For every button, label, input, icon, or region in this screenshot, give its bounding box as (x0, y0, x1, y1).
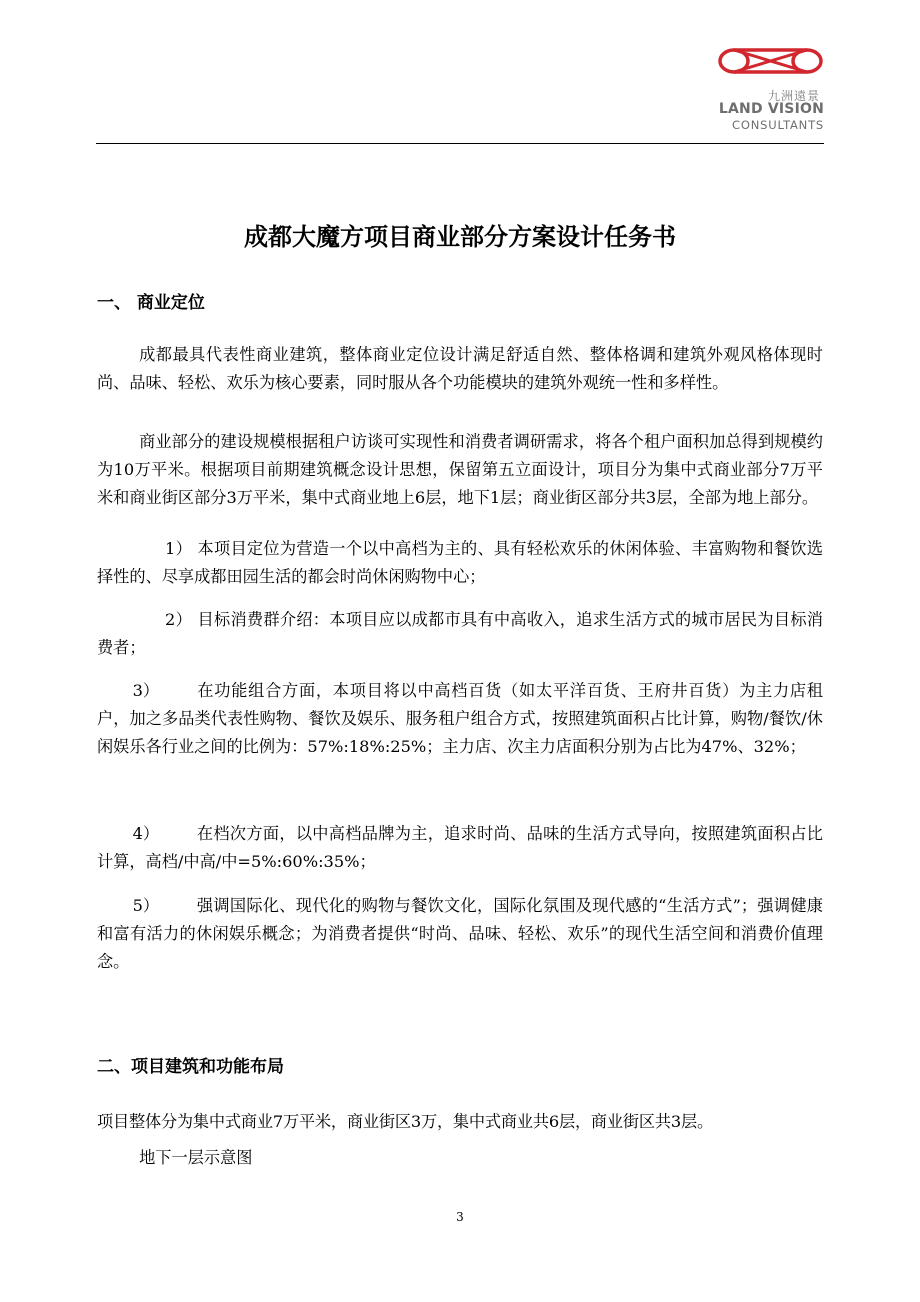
company-logo (716, 44, 826, 134)
list-item-text: 强调国际化、现代化的购物与餐饮文化，国际化氛围及现代感的“生活方式”；强调健康和富有活力的休闲娱乐概念；为消费者提供“时尚、品味、轻松、欢乐”的现代生活空间和消费价值理念。 (97, 896, 823, 971)
logo-english-line1: LAND VISION (718, 101, 824, 117)
list-item-text: 目标消费群介绍：本项目应以成都市具有中高收入，追求生活方式的城市居民为目标消费者； (97, 610, 823, 657)
figure-caption: 地下一层示意图 (139, 1148, 253, 1167)
list-item (97, 892, 823, 976)
logo-mark-icon (716, 44, 826, 78)
list-item (97, 677, 823, 761)
list-item (97, 820, 823, 876)
list-item-number: 3） (132, 681, 160, 700)
logo-english-line2: CONSULTANTS (732, 118, 824, 132)
header-divider (96, 143, 824, 144)
list-item-number: 5） (132, 896, 160, 915)
list-item-number: 4） (132, 824, 160, 843)
page-number: 3 (456, 1210, 464, 1224)
list-item-text: 本项目定位为营造一个以中高档为主的、具有轻松欢乐的休闲体验、丰富购物和餐饮选择性的、尽享成都田园生活的都会时尚休闲购物中心； (97, 539, 823, 586)
section-2-heading: 二、项目建筑和功能布局 (97, 1057, 284, 1077)
list-item (97, 606, 823, 662)
section-2-paragraph-1: 项目整体分为集中式商业7万平米，商业街区3万，集中式商业共6层，商业街区共3层。 (97, 1112, 713, 1131)
document-title: 成都大魔方项目商业部分方案设计任务书 (244, 223, 676, 251)
list-item-text: 在功能组合方面，本项目将以中高档百货（如太平洋百货、王府井百货）为主力店租户，加之多品类代表性购物、餐饮及娱乐、服务租户组合方式，按照建筑面积占比计算，购物/餐饮/休闲娱乐各行业之间的比例为：57%:18%:25%；主力店、次主力店面积分别为占比为47%、32%； (97, 681, 823, 756)
list-item-text: 在档次方面，以中高档品牌为主，追求时尚、品味的生活方式导向，按照建筑面积占比计算，高档/中高/中=5%:60%:35%； (97, 824, 823, 871)
section-1-paragraph-2: 商业部分的建设规模根据租户访谈可实现性和消费者调研需求，将各个租户面积加总得到规模约为10万平米。根据项目前期建筑概念设计思想，保留第五立面设计，项目分为集中式商业部分7万平米和商业街区部分3万平米，集中式商业地上6层，地下1层；商业街区部分共3层，全部为地上部分。 (97, 432, 823, 507)
list-item (97, 535, 823, 591)
logo-chinese-name: 九洲遠景 (768, 89, 821, 103)
list-item-number: 1） (165, 539, 193, 558)
section-1-heading: 一、 商业定位 (97, 293, 205, 313)
section-1-paragraph-1: 成都最具代表性商业建筑，整体商业定位设计满足舒适自然、整体格调和建筑外观风格体现时尚、品味、轻松、欢乐为核心要素，同时服从各个功能模块的建筑外观统一性和多样性。 (97, 345, 823, 392)
list-item-number: 2） (165, 610, 193, 629)
